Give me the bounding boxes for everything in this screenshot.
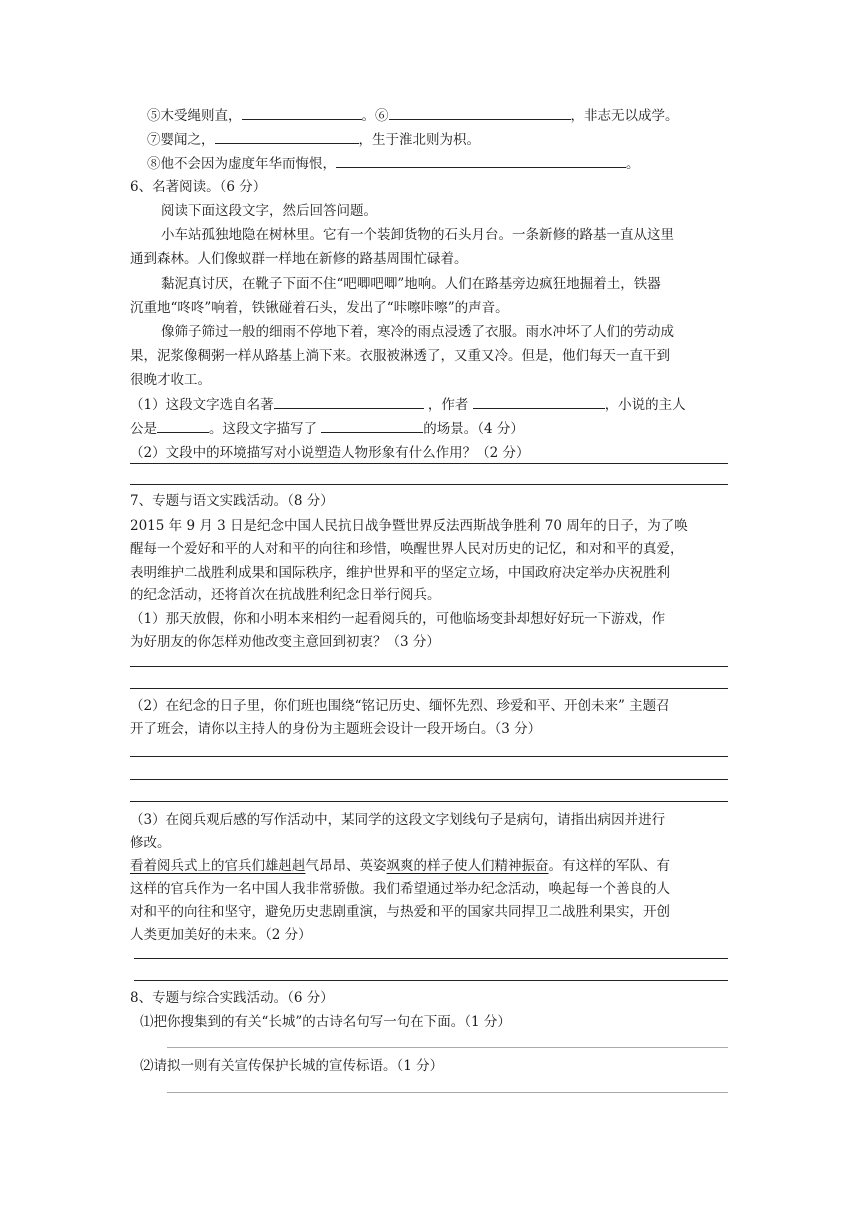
q5-line-5-6: ⑤木受绳则直， 。⑥ ，非志无以成学。 xyxy=(147,105,679,126)
answer-line[interactable] xyxy=(167,1092,728,1093)
q6-sub1-line1: （1）这段文字选自名著 ，作者 ，小说的主人 xyxy=(130,394,686,415)
q5-line-7: ⑦婴闻之， ，生于淮北则为枳。 xyxy=(147,129,480,150)
answer-line[interactable] xyxy=(130,801,728,802)
q6-passage-line: 通到森林。人们像蚁群一样地在新修的路基周围忙碌着。 xyxy=(130,251,468,267)
q7-background-line: 的纪念活动，还将首次在抗战胜利纪念日举行阅兵。 xyxy=(130,587,441,603)
answer-blank-6[interactable] xyxy=(389,105,571,120)
q8-sub2: ⑵请拟一则有关宣传保护长城的宣传标语。（1 分） xyxy=(140,1058,444,1074)
q6-passage-line: 像筛子筛过一般的细雨不停地下着，寒冷的雨点浸透了衣服。雨水冲坏了人们的劳动成 xyxy=(161,324,674,340)
q7-background-line: 2015 年 9 月 3 日是纪念中国人民抗日战争暨世界反法西斯战争胜利 70 周年的日子，为了唤 xyxy=(130,518,688,534)
q5-line-8: ⑧他不会因为虚度年华而悔恨， 。 xyxy=(147,153,640,174)
q7-sub3: 对和平的向往和坚守，避免历史悲剧重演，与热爱和平的国家共同捍卫二战胜利果实，开创 xyxy=(130,904,670,920)
protagonist-blank[interactable] xyxy=(157,418,209,433)
q6-sub1-line2: 公是 。这段文字描写了 的场景。（4 分） xyxy=(130,418,524,439)
q7-sub3: 这样的官兵作为一名中国人我非常骄傲。我们希望通过举办纪念活动，唤起每一个善良的人 xyxy=(130,881,670,897)
q7-background-line: 表明维护二战胜利成果和国际秩序，维护世界和平的坚定立场，中国政府决定举办庆祝胜利 xyxy=(130,565,670,581)
q6-passage-line: 黏泥真讨厌，在靴子下面不住“吧唧吧唧”地响。人们在路基旁边疯狂地掘着土，铁器 xyxy=(161,276,661,292)
underlined-sentence-part: 飒爽的样子使人们精神振奋 xyxy=(386,858,549,874)
answer-blank-7[interactable] xyxy=(215,129,359,144)
q7-heading: 7、专题与语文实践活动。（8 分） xyxy=(130,493,334,509)
q7-sub3: 修改。 xyxy=(130,835,171,851)
q6-sub2: （2）文段中的环境描写对小说塑造人物形象有什么作用？（2 分） xyxy=(130,445,530,461)
q7-sub3: 人类更加美好的未来。（2 分） xyxy=(130,927,312,943)
scene-blank[interactable] xyxy=(321,418,423,433)
q7-sub1: （1）那天放假，你和小明本来相约一起看阅兵的，可他临场变卦却想好好玩一下游戏，作 xyxy=(130,611,666,627)
q6-heading: 6、名著阅读。（6 分） xyxy=(130,179,267,195)
book-title-blank[interactable] xyxy=(274,394,424,409)
answer-line[interactable] xyxy=(130,484,728,485)
answer-line[interactable] xyxy=(130,688,728,689)
answer-line[interactable] xyxy=(134,980,728,981)
q8-heading: 8、专题与综合实践活动。（6 分） xyxy=(130,990,334,1006)
answer-line[interactable] xyxy=(130,756,728,757)
answer-line[interactable] xyxy=(130,463,728,464)
q7-sub1: 为好朋友的你怎样劝他改变主意回到初衷？（3 分） xyxy=(130,634,440,650)
q8-sub1: ⑴把你搜集到的有关“长城”的古诗名句写一句在下面。（1 分） xyxy=(140,1014,511,1030)
q6-passage-line: 很晚才收工。 xyxy=(130,372,211,388)
answer-blank-8[interactable] xyxy=(336,153,626,168)
q6-intro: 阅读下面这段文字，然后回答问题。 xyxy=(161,203,377,219)
answer-line[interactable] xyxy=(130,666,728,667)
q7-sub3: （3）在阅兵观后感的写作活动中，某同学的这段文字划线句子是病句，请指出病因并进行 xyxy=(130,812,666,828)
q7-sub2: （2）在纪念的日子里，你们班也围绕“铭记历史、缅怀先烈、珍爱和平、开创未来” 主题召 xyxy=(130,698,670,714)
q6-passage-line: 小车站孤独地隐在树林里。它有一个装卸货物的石头月台。一条新修的路基一直从这里 xyxy=(161,227,674,243)
q7-sub3-sick-sentence: 看着阅兵式上的官兵们雄赳赳气昂昂、英姿飒爽的样子使人们精神振奋。有这样的军队、有 xyxy=(130,858,670,874)
q7-background-line: 醒每一个爱好和平的人对和平的向往和珍惜，唤醒世界人民对历史的记忆，和对和平的真爱， xyxy=(130,541,684,557)
answer-line[interactable] xyxy=(167,1047,728,1048)
answer-line[interactable] xyxy=(134,958,728,959)
q7-sub2: 开了班会，请你以主持人的身份为主题班会设计一段开场白。（3 分） xyxy=(130,721,542,737)
q6-passage-line: 沉重地“咚咚”响着，铁锹碰着石头，发出了“咔嚓咔嚓”的声音。 xyxy=(130,300,509,316)
answer-blank-5[interactable] xyxy=(242,105,362,120)
q6-passage-line: 果，泥浆像稠粥一样从路基上淌下来。衣服被淋透了，又重又冷。但是，他们每天一直干到 xyxy=(130,348,670,364)
author-blank[interactable] xyxy=(473,394,605,409)
underlined-sentence-part: 看着阅兵式上的官兵们雄赳赳 xyxy=(130,858,306,874)
answer-line[interactable] xyxy=(130,779,728,780)
